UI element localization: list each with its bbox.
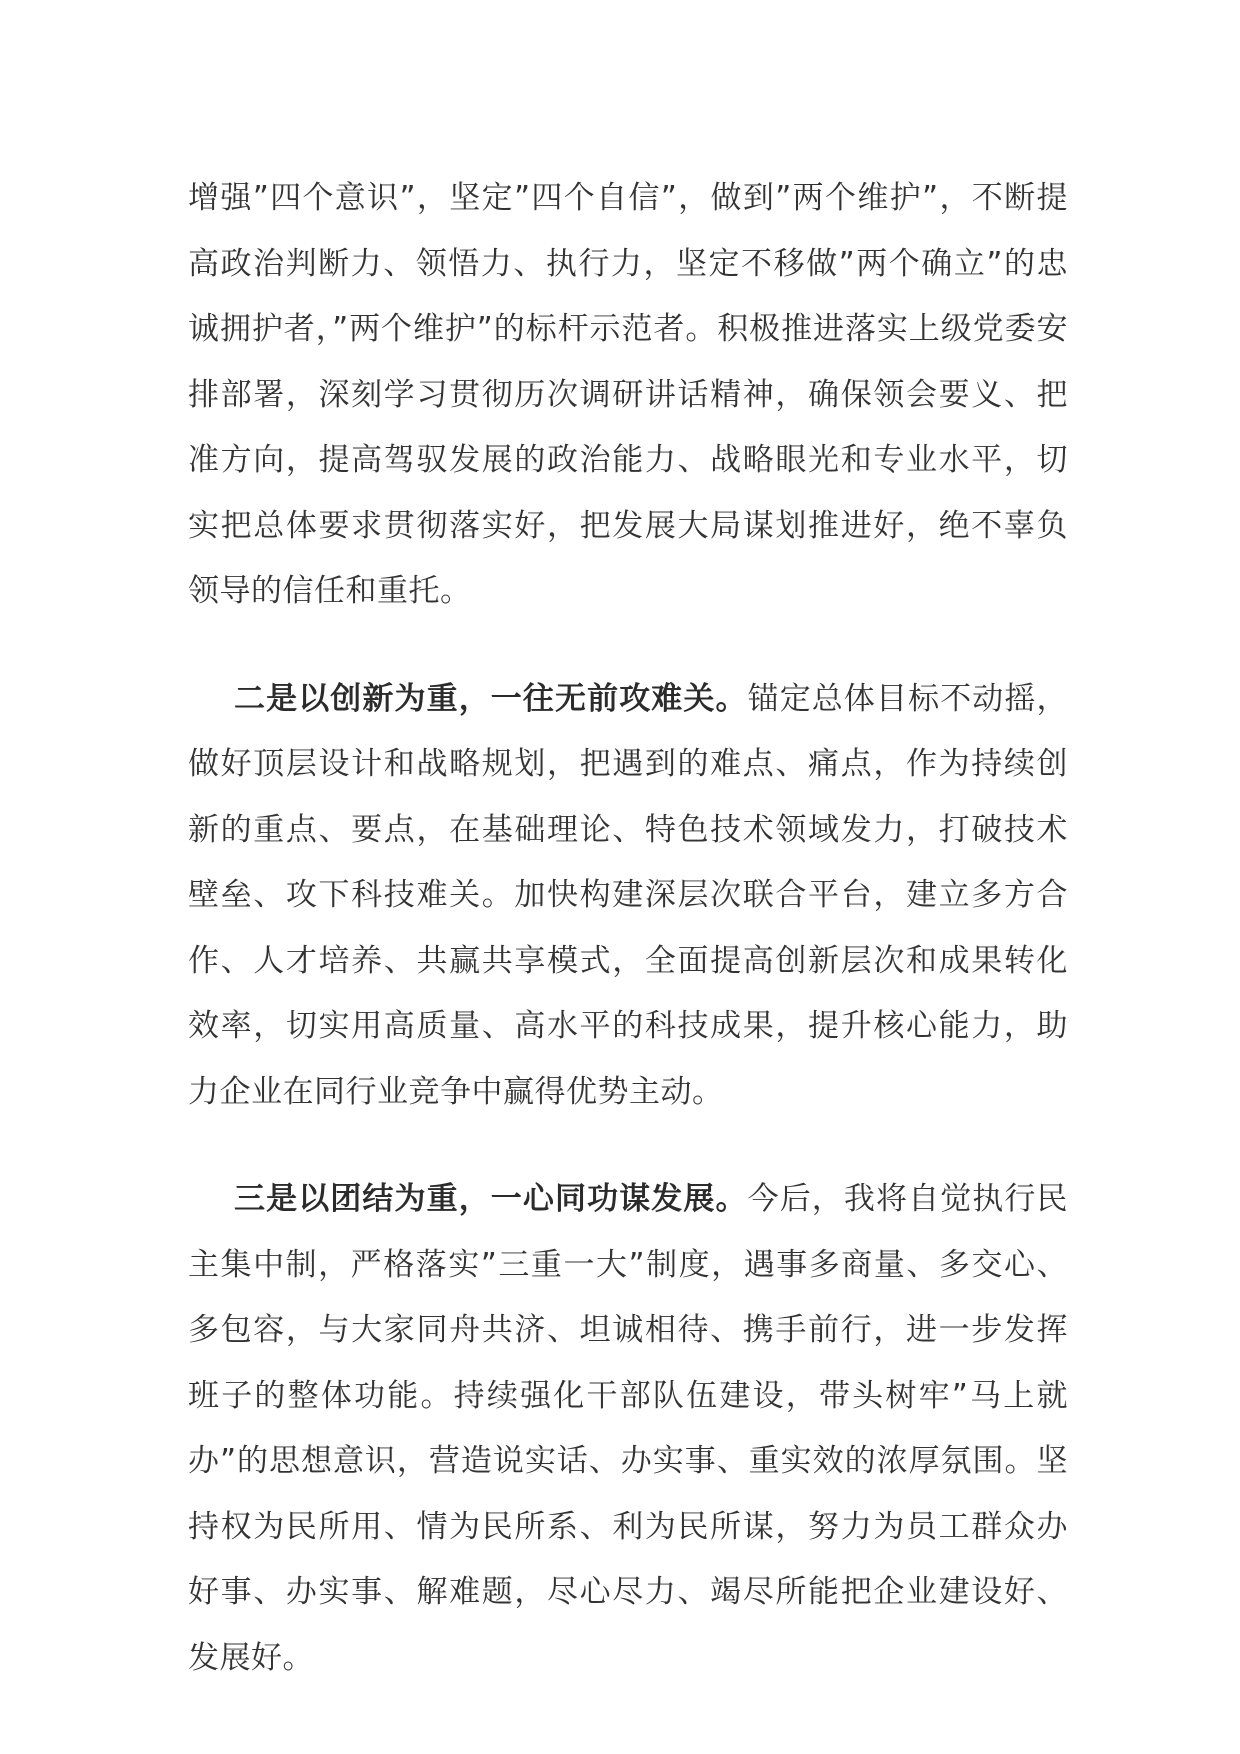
paragraph-continuation — [188, 166, 1068, 625]
document-body — [188, 166, 1068, 1691]
paragraph-spacer — [188, 625, 1068, 667]
paragraph-innovation — [188, 667, 1068, 1126]
paragraph-unity — [188, 1167, 1068, 1691]
paragraph-3-text: 今后，我将自觉执行民主集中制，严格落实”三重一大”制度，遇事多商量、多交心、多包容，与大家同舟共济、坦诚相待、携手前行，进一步发挥班子的整体功能。持续强化干部队伍建设，带头树牢”马上就办”的思想意识，营造说实话、办实事、重实效的浓厚氛围。坚持权为民所用、情为民所系、利为民所谋，努力为员工群众办好事、办实事、解难题，尽心尽力、竭尽所能把企业建设好、发展好。 — [188, 1181, 1069, 1676]
paragraph-3-heading: 三是以团结为重，一心同功谋发展。 — [234, 1181, 748, 1217]
paragraph-2-text: 锚定总体目标不动摇，做好顶层设计和战略规划，把遇到的难点、痛点，作为持续创新的重点、要点，在基础理论、特色技术领域发力，打破技术壁垒、攻下科技难关。加快构建深层次联合平台，建立多方合作、人才培养、共赢共享模式，全面提高创新层次和成果转化效率，切实用高质量、高水平的科技成果，提升核心能力，助力企业在同行业竞争中赢得优势主动。 — [188, 680, 1069, 1110]
paragraph-2-heading: 二是以创新为重，一往无前攻难关。 — [234, 680, 748, 717]
paragraph-spacer — [188, 1125, 1068, 1167]
paragraph-1-text: 增强”四个意识”，坚定”四个自信”，做到”两个维护”，不断提高政治判断力、领悟力、执行力，坚定不移做”两个确立”的忠诚拥护者，”两个维护”的标杆示范者。积极推进落实上级党委安排部署，深刻学习贯彻历次调研讲话精神，确保领会要义、把准方向，提高驾驭发展的政治能力、战略眼光和专业水平，切实把总体要求贯彻落实好，把发展大局谋划推进好，绝不辜负领导的信任和重托。 — [188, 180, 1068, 609]
